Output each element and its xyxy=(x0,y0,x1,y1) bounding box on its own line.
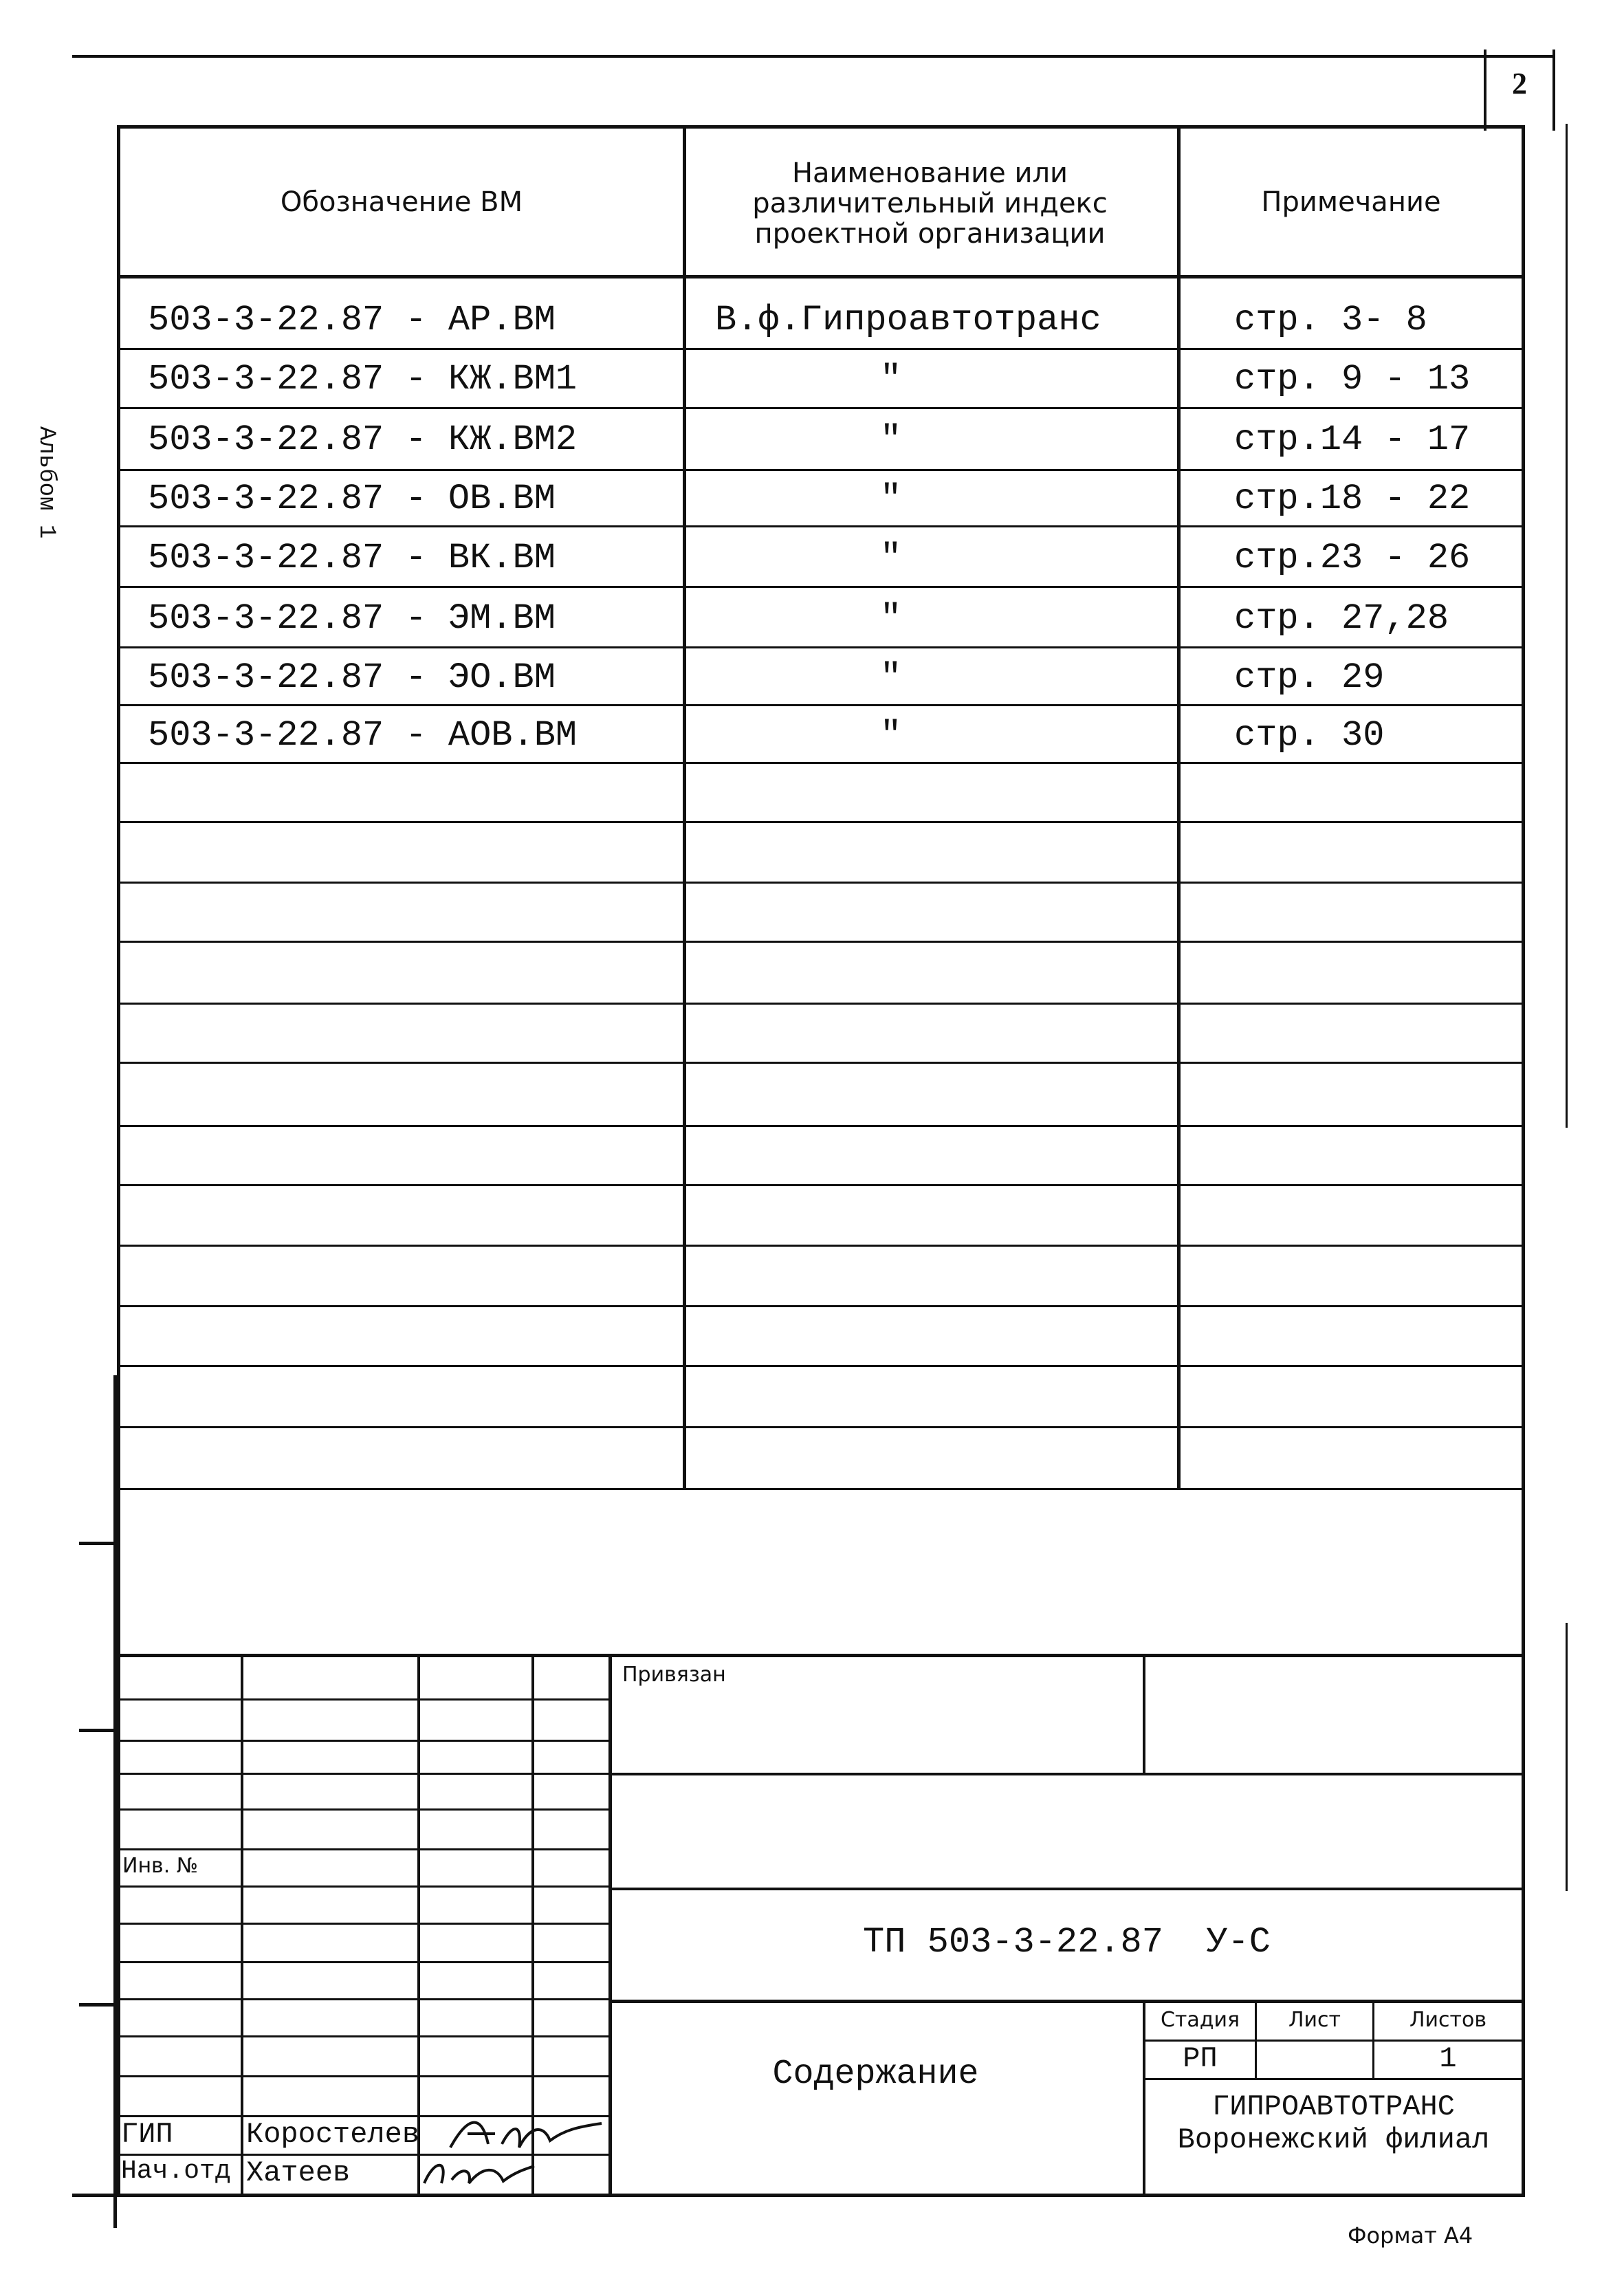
linked-label: Привязан xyxy=(622,1663,726,1687)
row-organization: " xyxy=(880,419,902,460)
stage-label: Стадия xyxy=(1160,2008,1240,2032)
signature-role: Нач.отд xyxy=(121,2156,231,2186)
signature-name: Хатеев xyxy=(246,2156,351,2189)
row-organization: " xyxy=(880,359,902,400)
row-designation: 503-3-22.87 - АР.ВМ xyxy=(148,300,556,340)
row-note: стр.23 - 26 xyxy=(1234,538,1471,578)
row-designation: 503-3-22.87 - ОВ.ВМ xyxy=(148,479,556,519)
signature-role: ГИП xyxy=(121,2118,173,2151)
row-organization: " xyxy=(880,715,902,756)
signature-name: Коростелев xyxy=(246,2118,420,2151)
inv-label: Инв. № xyxy=(122,1854,199,1878)
document-code: ТП 503-3-22.87 У-С xyxy=(863,1922,1271,1963)
row-designation: 503-3-22.87 - КЖ.ВМ2 xyxy=(148,419,578,460)
row-organization: " xyxy=(880,479,902,519)
row-designation: 503-3-22.87 - ЭМ.ВМ xyxy=(148,598,556,639)
row-note: стр. 9 - 13 xyxy=(1234,359,1471,400)
row-note: стр.14 - 17 xyxy=(1234,419,1471,460)
row-organization: В.ф.Гипроавтотранс xyxy=(715,300,1101,340)
sheet-label: Лист xyxy=(1288,2008,1341,2032)
header-note: Примечание xyxy=(1261,186,1441,218)
row-organization: " xyxy=(880,657,902,698)
sheets-label: Листов xyxy=(1409,2008,1487,2032)
row-designation: 503-3-22.87 - ВК.ВМ xyxy=(148,538,556,578)
row-note: стр. 3- 8 xyxy=(1234,300,1427,340)
stage-value: РП xyxy=(1183,2042,1218,2075)
sheets-value: 1 xyxy=(1439,2042,1457,2075)
org-line2: Воронежский филиал xyxy=(1177,2123,1490,2156)
row-note: стр. 30 xyxy=(1234,715,1385,756)
signature-scribble xyxy=(421,2152,538,2197)
row-designation: 503-3-22.87 - АОВ.ВМ xyxy=(148,715,578,756)
signature-icon xyxy=(447,2110,605,2158)
signature-icon xyxy=(421,2152,538,2194)
format-label: Формат А4 xyxy=(1348,2222,1473,2249)
row-designation: 503-3-22.87 - КЖ.ВМ1 xyxy=(148,359,578,400)
row-organization: " xyxy=(880,538,902,578)
row-organization: " xyxy=(880,598,902,639)
side-label: Альбом 1 xyxy=(33,426,59,539)
row-designation: 503-3-22.87 - ЭО.ВМ xyxy=(148,657,556,698)
header-designation: Обозначение ВМ xyxy=(280,186,523,218)
header-organization: Наименование или различительный индекс проектной организации xyxy=(752,157,1108,250)
row-note: стр. 27,28 xyxy=(1234,598,1449,639)
row-note: стр.18 - 22 xyxy=(1234,479,1471,519)
sheet-number: 2 xyxy=(1512,67,1527,100)
row-note: стр. 29 xyxy=(1234,657,1385,698)
document-title: Содержание xyxy=(772,2055,979,2094)
org-line1: ГИПРОАВТОТРАНС xyxy=(1212,2090,1455,2123)
